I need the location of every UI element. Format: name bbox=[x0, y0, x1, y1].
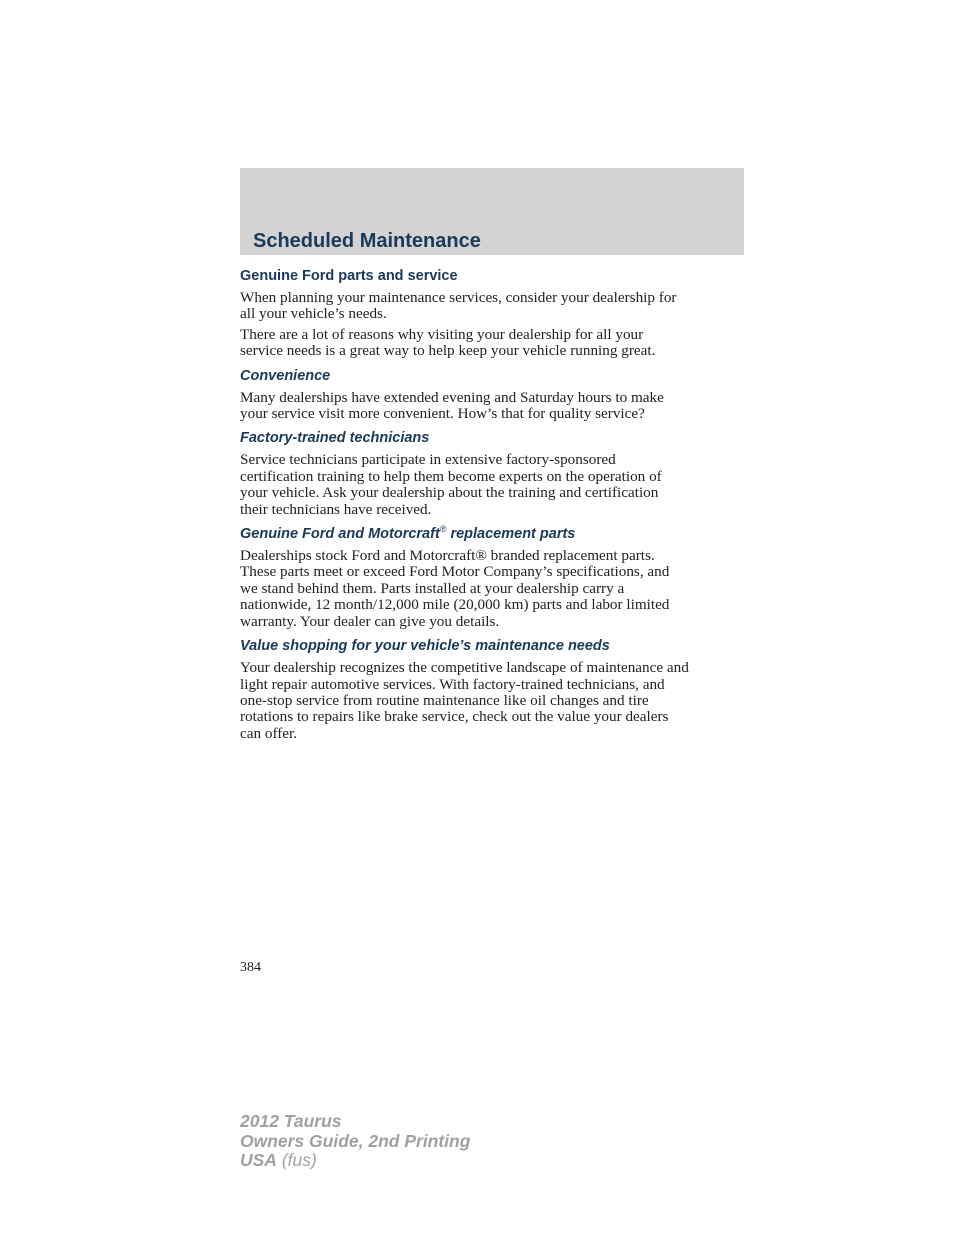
paragraph-replacement-parts: Dealerships stock Ford and Motorcraft® branded replacement parts. These parts meet or exceed Ford Motor Company’s specifications, and we stand behind them. Parts installed at your dealership carry a nationwide, 12 month/12,000 mile (20,000 km) parts and labor limited warranty. Your dealer can give you details. bbox=[240, 547, 670, 630]
document-footer bbox=[240, 1112, 470, 1171]
footer-model: 2012 Taurus bbox=[240, 1111, 342, 1131]
subheading-convenience: Convenience bbox=[240, 367, 331, 384]
footer-edition: Owners Guide, 2nd Printing bbox=[240, 1130, 471, 1151]
page-title: Scheduled Maintenance bbox=[253, 230, 481, 252]
paragraph-technicians: Service technicians participate in extensive factory-sponsored certification training to help them become experts on the operation of your vehicle. Ask your dealership about the training and certification their technicians have received. bbox=[240, 451, 662, 518]
paragraph-value-shopping: Your dealership recognizes the competitive landscape of maintenance and light repair automotive services. With factory-trained technicians, and one-stop service from routine maintenance like oil changes and tire rotations to repairs like brake service, check out the value your dealers can offer. bbox=[240, 659, 689, 742]
paragraph-convenience: Many dealerships have extended evening and Saturday hours to make your service visit more convenient. How’s that for quality service? bbox=[240, 388, 664, 423]
subheading-value-shopping: Value shopping for your vehicle’s maintenance needs bbox=[240, 638, 610, 655]
footer-region: USA (fus) bbox=[240, 1150, 317, 1170]
section-heading-genuine-parts: Genuine Ford parts and service bbox=[240, 268, 458, 284]
paragraph-reasons: There are a lot of reasons why visiting your dealership for all your service needs is a great way to help keep your vehicle running great. bbox=[240, 325, 656, 360]
page-number: 384 bbox=[240, 960, 261, 975]
subheading-technicians: Factory-trained technicians bbox=[240, 430, 430, 447]
section-header-band bbox=[240, 168, 744, 255]
main-content bbox=[240, 266, 746, 742]
subheading-replacement-parts: Genuine Ford and Motorcraft® replacement parts bbox=[240, 524, 576, 543]
paragraph-planning: When planning your maintenance services, consider your dealership for all your vehicle’s needs. bbox=[240, 289, 677, 323]
registered-mark: ® bbox=[439, 524, 447, 535]
